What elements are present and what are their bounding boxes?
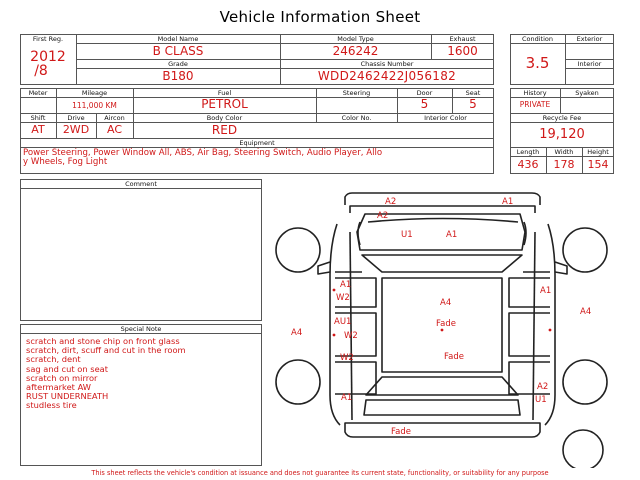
shift-value: AT: [31, 123, 45, 136]
sheet-title: Vehicle Information Sheet: [219, 8, 421, 26]
special-note-label: Special Note: [120, 325, 162, 333]
damage-mark: W2: [336, 293, 350, 303]
mileage-value: 111,000 KM: [72, 101, 117, 110]
damage-mark: W2: [344, 331, 358, 341]
comment-box: [20, 179, 262, 321]
color-no-label: Color No.: [341, 114, 372, 122]
fuel-value: PETROL: [201, 97, 248, 111]
condition-value: 3.5: [525, 54, 550, 72]
width-label: Width: [554, 148, 574, 156]
first-reg-month: /8: [34, 63, 48, 79]
wheel-rear-left: [276, 360, 320, 404]
comment-label: Comment: [125, 180, 157, 188]
equipment-line1: Power Steering, Power Window All, ABS, Air Bag, Steering Switch, Audio Player, Allo: [23, 148, 383, 158]
damage-mark: A4: [291, 328, 303, 338]
damage-mark: W2: [340, 353, 354, 363]
wheel-front-right: [563, 228, 607, 272]
damage-mark: AU1: [334, 317, 352, 327]
special-note-item: RUST UNDERNEATH: [26, 391, 109, 402]
exhaust-label: Exhaust: [449, 35, 476, 43]
meter-label: Meter: [28, 89, 48, 97]
grade-value: B180: [162, 69, 194, 83]
width-value: 178: [553, 158, 575, 171]
steering-label: Steering: [342, 89, 371, 97]
drive-value: 2WD: [62, 123, 90, 136]
recycle-fee-label: Recycle Fee: [542, 114, 582, 122]
damage-mark: U1: [401, 230, 413, 240]
model-type-label: Model Type: [337, 35, 374, 43]
model-name-value: B CLASS: [152, 44, 204, 58]
damage-mark: U1: [535, 395, 547, 405]
first-reg-label: First Reg.: [32, 35, 64, 43]
special-note-list: [26, 337, 186, 411]
damage-mark: A1: [341, 393, 353, 403]
length-value: 436: [517, 158, 539, 171]
model-type-value: 246242: [332, 44, 379, 58]
model-name-label: Model Name: [157, 35, 199, 43]
aircon-value: AC: [106, 123, 122, 136]
body-color-label: Body Color: [206, 114, 243, 122]
aircon-label: Aircon: [104, 114, 125, 122]
equipment-line2: y Wheels, Fog Light: [23, 157, 108, 167]
body-color-value: RED: [211, 123, 238, 137]
grade-label: Grade: [168, 60, 188, 68]
chassis-number-value: WDD2462422J056182: [317, 69, 457, 83]
damage-mark: A2: [385, 197, 397, 207]
special-note-item: scratch, dent: [26, 354, 81, 365]
chassis-number-label: Chassis Number: [360, 60, 414, 68]
disclaimer-footer: This sheet reflects the vehicle's condition at issuance and does not guarantee its current state, functionality, or suitability for any purpose: [91, 469, 549, 477]
damage-mark: A4: [580, 307, 592, 317]
special-note-item: scratch on mirror: [26, 372, 98, 383]
history-label: History: [523, 89, 547, 97]
damage-mark: Fade: [391, 427, 411, 437]
length-label: Length: [516, 148, 540, 156]
first-reg-year: 2012: [30, 49, 66, 65]
equipment-label: Equipment: [239, 139, 275, 147]
wheel-front-left: [276, 228, 320, 272]
shift-label: Shift: [30, 114, 46, 122]
seat-label: Seat: [465, 89, 481, 97]
syaken-label: Syaken: [575, 89, 599, 97]
spare-wheel: [563, 430, 603, 468]
damage-mark: A1: [540, 286, 552, 296]
wheel-rear-right: [563, 360, 607, 404]
special-note-item: sag and cut on seat: [26, 363, 109, 374]
height-label: Height: [587, 148, 609, 156]
condition-label: Condition: [521, 35, 554, 43]
mileage-label: Mileage: [81, 89, 108, 97]
interior-color-label: Interior Color: [424, 114, 467, 122]
damage-mark: A1: [340, 280, 352, 290]
special-note-item: scratch and stone chip on front glass: [26, 336, 180, 346]
seat-value: 5: [469, 97, 477, 111]
door-value: 5: [420, 97, 429, 111]
exterior-label: Exterior: [576, 35, 603, 43]
fuel-label: Fuel: [217, 89, 232, 97]
damage-mark: A4: [440, 298, 452, 308]
exhaust-value: 1600: [447, 44, 478, 58]
damage-mark: A2: [377, 211, 389, 221]
drive-label: Drive: [67, 114, 85, 122]
damage-mark: Fade: [444, 352, 464, 362]
damage-mark: A2: [537, 382, 549, 392]
history-value: PRIVATE: [519, 100, 551, 109]
height-value: 154: [587, 158, 609, 171]
damage-mark: A1: [502, 197, 514, 207]
damage-mark: Fade: [436, 319, 456, 329]
special-note-item: aftermarket AW: [26, 382, 91, 393]
special-note-item: studless tire: [26, 400, 77, 411]
interior-label: Interior: [577, 60, 602, 68]
damage-mark: A1: [446, 230, 458, 240]
door-label: Door: [416, 89, 433, 97]
recycle-fee-value: 19,120: [539, 127, 585, 142]
special-note-item: scratch, dirt, scuff and cut in the room: [26, 345, 186, 356]
